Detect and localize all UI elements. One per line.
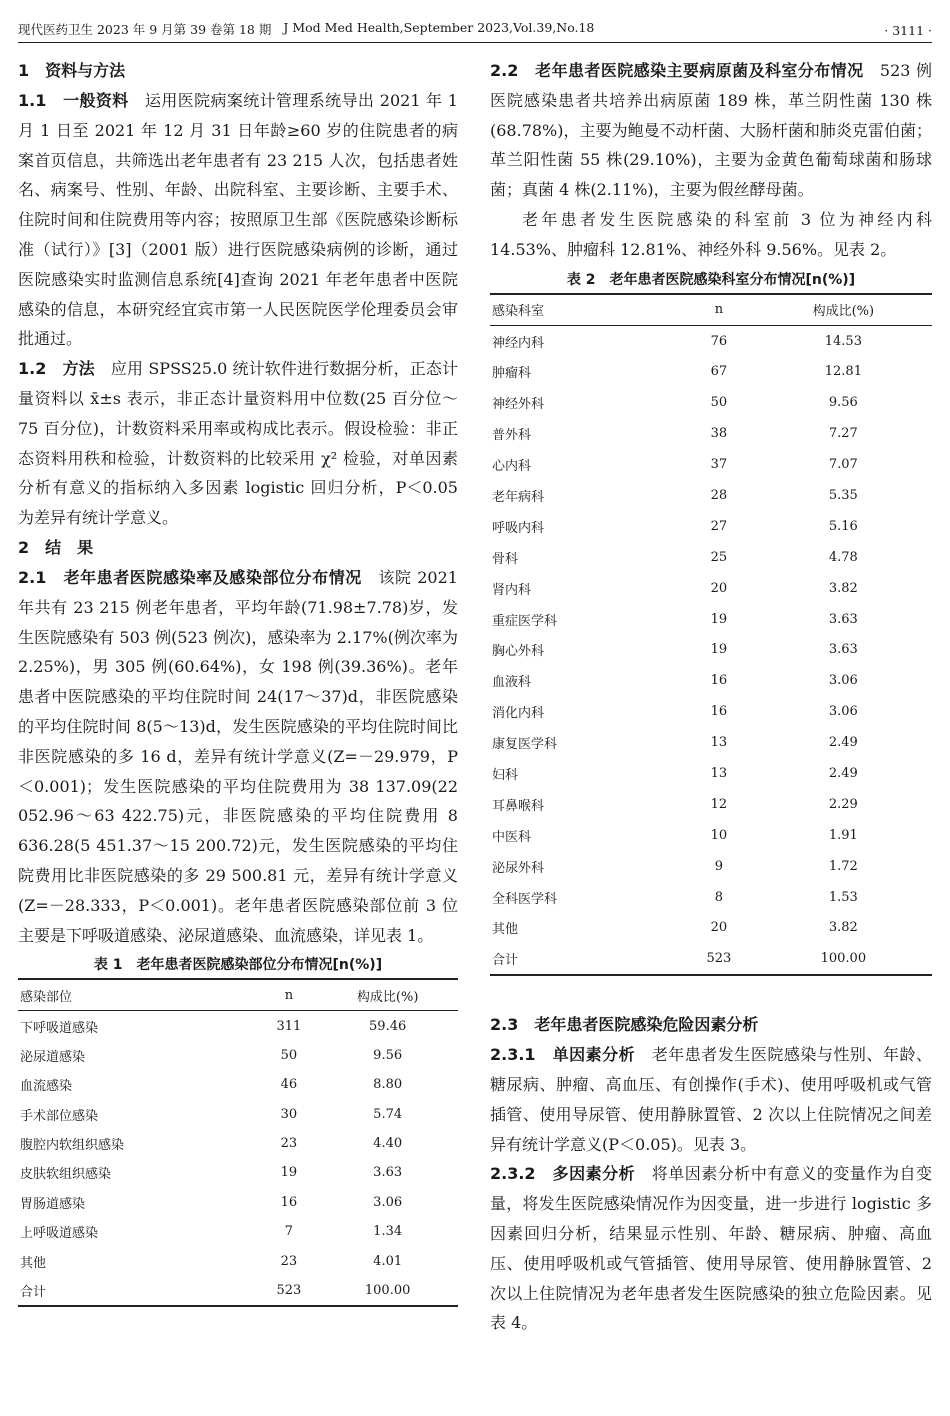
table-2-row: [490, 480, 932, 511]
subheading-1-2: 1.2 方法: [18, 359, 95, 379]
table-1-row: [18, 1188, 458, 1217]
table-1-cell-ratio: 8.80: [373, 1077, 403, 1093]
table-2-cell-label: 胸心外科: [492, 644, 545, 660]
paragraph-1-1: [18, 86, 458, 354]
page-number: · 3111 ·: [884, 23, 932, 38]
section-1-heading: 1 资料与方法: [18, 61, 126, 80]
table-2-cell-n: 25: [710, 549, 728, 565]
table-1-row: [18, 1158, 458, 1187]
table-2-cell-n: 8: [714, 889, 724, 905]
table-2-row: [490, 449, 932, 480]
table-2-row: [490, 418, 932, 449]
table-2-cell-label: 中医科: [492, 829, 532, 845]
table-2-cell-n: 28: [710, 487, 728, 503]
table-2-cell-n: 12: [710, 796, 728, 812]
paragraph-2-3-2: [490, 1159, 932, 1338]
right-column: [490, 56, 932, 1338]
table-2-cell-ratio: 14.53: [824, 333, 862, 349]
table-1-cell-n: 30: [280, 1106, 298, 1122]
table-2-cell-ratio: 5.16: [828, 518, 858, 534]
table-2-cell-label: 老年病科: [492, 489, 545, 505]
table-1-cell-label: 手术部位感染: [20, 1108, 99, 1124]
table-1-row: [18, 1041, 458, 1070]
subheading-2-1: 2.1 老年患者医院感染率及感染部位分布情况: [18, 567, 362, 587]
table-2-cell-ratio: 2.49: [828, 765, 858, 781]
table-2-cell-label: 肿瘤科: [492, 366, 532, 382]
text-2-3-2: 将单因素分析中有意义的变量作为自变量，将发生医院感染情况作为因变量，进一步进行 logistic 多因素回归分析，结果显示性别、年龄、糖尿病、肿瘤、高血压、使用呼吸机或气管插管、使用导尿管、使用静脉置管、2 次以上住院情况为老年患者发生医院感染的独立危险因素。见表 4。: [490, 1164, 932, 1333]
table-1-cell-label: 上呼吸道感染: [20, 1226, 99, 1242]
table-2-title: 表 2 老年患者医院感染科室分布情况[n(%)]: [566, 271, 856, 288]
table-2-cell-label: 骨科: [492, 551, 519, 567]
section-2-heading: 2 结 果: [18, 537, 94, 557]
table-1-header-site: 感染部位: [18, 979, 261, 1011]
subheading-1-1: 1.1 一般资料: [18, 91, 129, 110]
journal-en: J Mod Med Health,September 2023,Vol.39,No.18: [283, 20, 595, 35]
table-2-cell-label: 重症医学科: [492, 613, 558, 629]
table-1-header-n: n: [261, 979, 318, 1011]
table-1-cell-ratio: 3.63: [373, 1165, 403, 1181]
table-2-cell-ratio: 7.07: [828, 457, 858, 473]
table-2-cell-ratio: 3.06: [828, 673, 858, 689]
table-1-cell-ratio: 4.01: [373, 1253, 403, 1269]
table-1-cell-n: 19: [280, 1165, 298, 1181]
table-1-cell-ratio: 100.00: [317, 1276, 458, 1306]
table-2-row: [490, 851, 932, 882]
table-2-cell-label: 肾内科: [492, 582, 532, 598]
table-2-cell-n: 16: [710, 673, 728, 689]
table-1-row: [18, 1099, 458, 1128]
table-1-header-ratio: 构成比(%): [317, 979, 458, 1011]
table-2-cell-ratio: 1.53: [828, 889, 858, 905]
table-1-cell-n: 23: [280, 1136, 298, 1152]
table-2-cell-n: 523: [683, 943, 755, 975]
section-2-3-heading: 2.3 老年患者医院感染危险因素分析: [490, 1015, 759, 1035]
table-1-cell-label: 下呼吸道感染: [20, 1020, 99, 1036]
table-2-row: [490, 542, 932, 573]
table-2-row: [490, 665, 932, 696]
text-2-1: 该院 2021 年共有 23 215 例老年患者，平均年龄(71.98±7.78)岁，发生医院感染有 503 例(523 例次)，感染率为 2.17%(例次率为 2.25%)，男 305 例(60.64%)，女 198 例(39.36%)。老年患者中医院感染的平均住院时间 24(17～37)d，非医院感染的平均住院时间 8(5～13)d，发生医院感染的平均住院时间比非医院感染的多 16 d，差异有统计学意义(Z=－29.979，P＜0.001)；发生医院感染的平均住院费用为 38 137.09(22 052.96～63 422.75)元，非医院感染的平均住院费用 8 636.28(5 451.37～15 200.72)元，发生医院感染的平均住院费用比非医院感染的多 29 500.81 元，差异有统计学意义(Z=－28.333，P＜0.001)。老年患者医院感染部位前 3 位主要是下呼吸道感染、泌尿道感染、血流感染，详见表 1。: [18, 567, 458, 945]
table-2-cell-ratio: 3.82: [828, 580, 858, 596]
table-2-cell-n: 37: [710, 457, 728, 473]
table-2: [490, 293, 932, 977]
table-2-row: [490, 604, 932, 635]
table-2-cell-label: 其他: [492, 922, 519, 938]
table-2-row: [490, 820, 932, 851]
table-2-cell-ratio: 1.72: [828, 858, 858, 874]
table-1: [18, 978, 458, 1307]
table-1-header-row: [18, 979, 458, 1011]
spacer: [490, 976, 932, 1010]
table-2-header-ratio: 构成比(%): [755, 294, 932, 326]
table-1-cell-label: 皮肤软组织感染: [20, 1167, 112, 1183]
table-2-cell-label: 神经外科: [492, 397, 545, 413]
header-journal: [18, 20, 594, 38]
table-2-row: [490, 758, 932, 789]
subheading-2-3-2: 2.3.2 多因素分析: [490, 1164, 636, 1184]
table-2-cell-ratio: 4.78: [828, 549, 858, 565]
table-2-row: [490, 634, 932, 665]
table-2-cell-n: 67: [710, 364, 728, 380]
table-1-cell-label: 腹腔内软组织感染: [20, 1138, 125, 1154]
table-2-cell-ratio: 3.82: [828, 920, 858, 936]
table-2-cell-n: 10: [710, 827, 728, 843]
table-2-cell-ratio: 5.35: [828, 487, 858, 503]
table-2-cell-ratio: 100.00: [755, 943, 932, 975]
table-1-row: [18, 1276, 458, 1306]
table-1-cell-label: 其他: [20, 1255, 47, 1271]
table-2-cell-label: 普外科: [492, 428, 532, 444]
table-2-row: [490, 696, 932, 727]
table-1-row: [18, 1217, 458, 1246]
paragraph-2-2-b: 老年患者发生医院感染的科室前 3 位为神经内科 14.53%、肿瘤科 12.81%、神经外科 9.56%。见表 2。: [490, 209, 932, 259]
table-2-cell-n: 50: [710, 395, 728, 411]
table-2-cell-ratio: 2.49: [828, 735, 858, 751]
paragraph-2-1: [18, 563, 458, 950]
table-2-row: [490, 882, 932, 913]
text-2-3-1: 老年患者发生医院感染与性别、年龄、糖尿病、肿瘤、高血压、有创操作(手术)、使用呼吸机或气管插管、使用导尿管、使用静脉置管、2 次以上住院情况之间差异有统计学意义(P＜0.05)。见表 3。: [490, 1045, 932, 1154]
table-2-cell-n: 38: [710, 426, 728, 442]
table-2-cell-label: 心内科: [492, 459, 532, 475]
table-2-row: [490, 943, 932, 975]
table-2-cell-n: 13: [710, 735, 728, 751]
table-2-cell-n: 13: [710, 765, 728, 781]
table-2-row: [490, 913, 932, 944]
left-column: [18, 56, 458, 1307]
table-2-header-n: n: [683, 294, 755, 326]
table-2-cell-label: 合计: [490, 943, 683, 975]
table-2-cell-n: 16: [710, 704, 728, 720]
table-1-cell-ratio: 3.06: [373, 1194, 403, 1210]
table-2-cell-label: 神经内科: [492, 335, 545, 351]
table-2-cell-ratio: 2.29: [828, 796, 858, 812]
table-1-cell-n: 46: [280, 1077, 298, 1093]
table-1-row: [18, 1011, 458, 1041]
table-2-row: [490, 325, 932, 356]
table-2-row: [490, 356, 932, 387]
table-1-cell-ratio: 5.74: [373, 1106, 403, 1122]
table-2-cell-n: 19: [710, 642, 728, 658]
subheading-2-2: 2.2 老年患者医院感染主要病原菌及科室分布情况: [490, 61, 864, 80]
table-2-cell-label: 血液科: [492, 675, 532, 691]
header-rule: [18, 42, 932, 43]
table-2-cell-label: 全科医学科: [492, 891, 558, 907]
table-2-cell-ratio: 9.56: [828, 395, 858, 411]
table-2-header-dept: 感染科室: [490, 294, 683, 326]
table-1-cell-label: 合计: [18, 1276, 261, 1306]
table-2-row: [490, 387, 932, 418]
table-1-cell-n: 7: [284, 1224, 294, 1240]
table-1-cell-label: 胃肠道感染: [20, 1196, 86, 1212]
table-1-cell-n: 523: [261, 1276, 318, 1306]
paragraph-1-2: [18, 354, 458, 533]
table-1-cell-ratio: 4.40: [373, 1136, 403, 1152]
table-2-cell-n: 9: [714, 858, 724, 874]
table-2-cell-n: 76: [710, 333, 728, 349]
table-1-cell-n: 16: [280, 1194, 298, 1210]
table-2-header-row: [490, 294, 932, 326]
table-2-cell-ratio: 1.91: [828, 827, 858, 843]
table-1-row: [18, 1129, 458, 1158]
text-1-2: 应用 SPSS25.0 统计软件进行数据分析，正态计量资料以 x̄±s 表示，非正态计量资料用中位数(25 百分位～75 百分位)，计数资料采用率或构成比表示。假设检验：非正态资料用秩和检验，计数资料的比较采用 χ² 检验，对单因素分析有意义的指标纳入多因素 logistic 回归分析，P＜0.05 为差异有统计学意义。: [18, 359, 458, 528]
table-1-cell-label: 泌尿道感染: [20, 1049, 86, 1065]
table-2-cell-ratio: 3.63: [828, 642, 858, 658]
table-2-cell-label: 呼吸内科: [492, 520, 545, 536]
table-1-title: 表 1 老年患者医院感染部位分布情况[n(%)]: [93, 957, 383, 974]
table-1-cell-n: 311: [276, 1018, 302, 1034]
table-1-row: [18, 1070, 458, 1099]
table-2-cell-n: 27: [710, 518, 728, 534]
table-2-cell-label: 耳鼻喉科: [492, 798, 545, 814]
table-2-row: [490, 727, 932, 758]
table-1-cell-ratio: 59.46: [369, 1018, 407, 1034]
table-2-cell-label: 泌尿外科: [492, 860, 545, 876]
table-2-cell-ratio: 3.06: [828, 704, 858, 720]
table-1-cell-n: 23: [280, 1253, 298, 1269]
table-2-row: [490, 573, 932, 604]
table-2-cell-ratio: 7.27: [828, 426, 858, 442]
paragraph-2-3-1: [490, 1040, 932, 1159]
table-1-cell-label: 血流感染: [20, 1079, 73, 1095]
table-2-row: [490, 511, 932, 542]
table-2-row: [490, 789, 932, 820]
table-1-cell-ratio: 9.56: [373, 1047, 403, 1063]
running-header: [18, 14, 932, 38]
table-2-cell-label: 康复医学科: [492, 737, 558, 753]
table-2-cell-n: 20: [710, 920, 728, 936]
table-2-cell-label: 消化内科: [492, 706, 545, 722]
table-2-cell-n: 20: [710, 580, 728, 596]
table-1-cell-ratio: 1.34: [373, 1224, 403, 1240]
text-2-2: 523 例医院感染患者共培养出病原菌 189 株，革兰阴性菌 130 株(68.78%)，主要为鲍曼不动杆菌、大肠杆菌和肺炎克雷伯菌；革兰阳性菌 55 株(29.10%)，主要为金黄色葡萄球菌和肠球菌；真菌 4 株(2.11%)，主要为假丝酵母菌。: [490, 61, 932, 200]
table-2-cell-label: 妇科: [492, 767, 519, 783]
table-2-cell-ratio: 3.63: [828, 611, 858, 627]
table-1-row: [18, 1246, 458, 1275]
paragraph-2-2: [490, 56, 932, 205]
text-1-1: 运用医院病案统计管理系统导出 2021 年 1 月 1 日至 2021 年 12 月 31 日年龄≥60 岁的住院患者的病案首页信息，共筛选出老年患者有 23 215 人次，包括患者姓名、病案号、性别、年龄、出院科室、主要诊断、主要手术、住院时间和住院费用等内容；按照原卫生部《医院感染诊断标准（试行）》[3]（2001 版）进行医院感染病例的诊断，通过医院感染实时监测信息系统[4]查询 2021 年老年患者中医院感染的信息，本研究经宜宾市第一人民医院医学伦理委员会审批通过。: [18, 91, 458, 349]
subheading-2-3-1: 2.3.1 单因素分析: [490, 1045, 636, 1065]
table-2-cell-n: 19: [710, 611, 728, 627]
journal-cn: 现代医药卫生 2023 年 9 月第 39 卷第 18 期: [18, 22, 272, 37]
table-1-cell-n: 50: [280, 1047, 298, 1063]
table-2-cell-ratio: 12.81: [824, 364, 862, 380]
